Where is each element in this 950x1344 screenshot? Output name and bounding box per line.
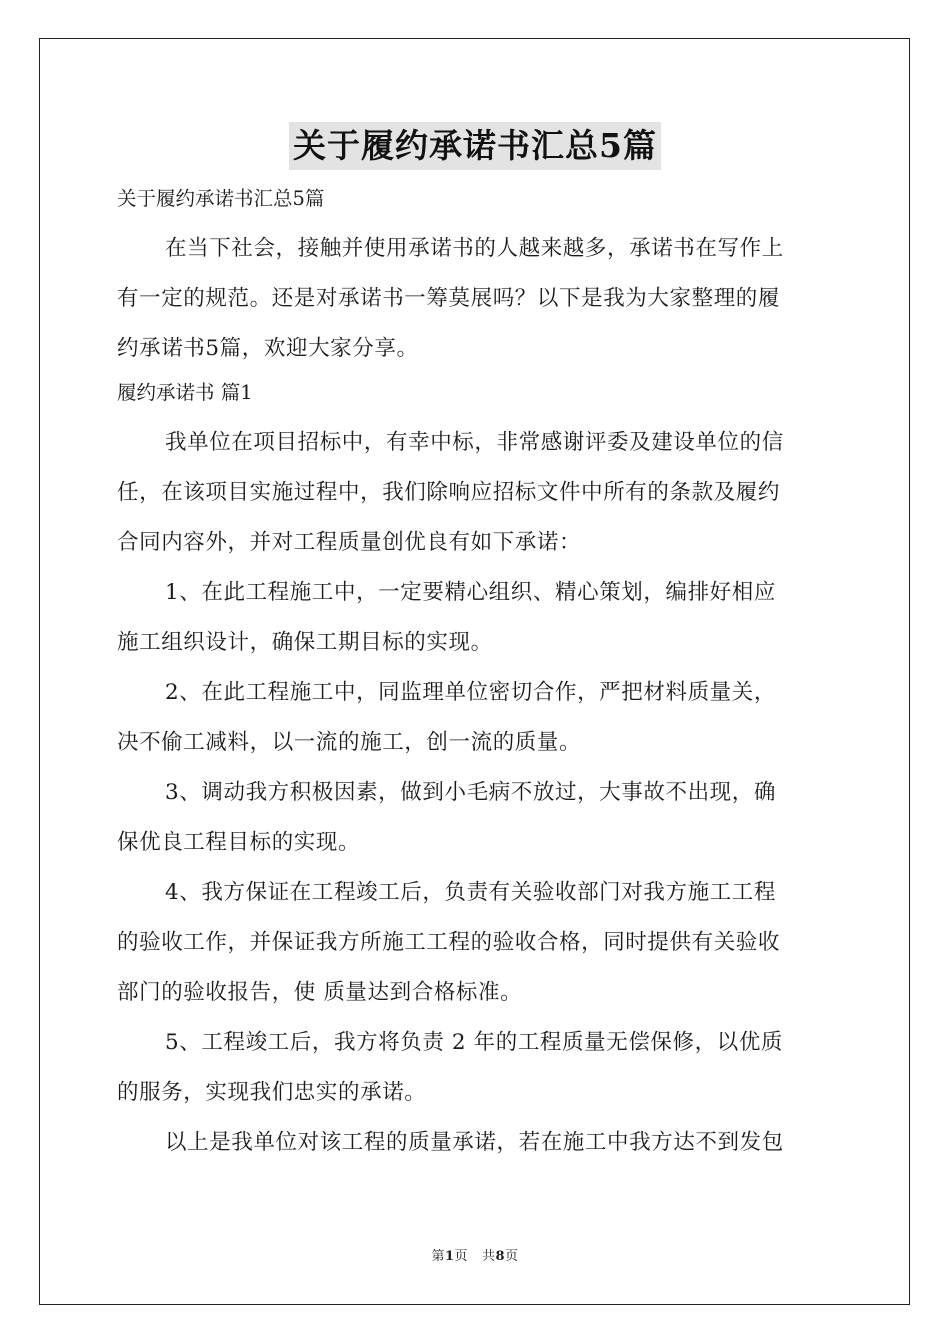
page-footer: [0, 1245, 950, 1264]
total-prefix: 共: [481, 1249, 496, 1264]
paragraph-closing: [117, 1118, 833, 1168]
text-line: 1、在此工程施工中，一定要精心组织、精心策划，编排好相应: [165, 580, 776, 605]
paragraph-item-2: [117, 668, 833, 768]
text-line: 我单位在项目招标中，有幸中标，非常感谢评委及建设单位的信: [165, 430, 784, 455]
paragraph-item-5: [117, 1018, 833, 1118]
text-line: 合同内容外，并对工程质量创优良有如下承诺：: [117, 530, 582, 555]
text-line: 约承诺书5篇，欢迎大家分享。: [117, 336, 419, 361]
section-heading: 履约承诺书 篇1: [117, 381, 253, 404]
title-area: [0, 122, 950, 170]
text-line: 有一定的规范。还是对承诺书一筹莫展吗？以下是我为大家整理的履: [117, 286, 781, 311]
text-line: 5、工程竣工后，我方将负责 2 年的工程质量无偿保修，以优质: [165, 1030, 784, 1055]
text-line: 保优良工程目标的实现。: [117, 830, 361, 855]
paragraph-item-4: [117, 868, 833, 1018]
text-line: 决不偷工减料，以一流的施工，创一流的质量。: [117, 730, 582, 755]
text-line: 任，在该项目实施过程中，我们除响应招标文件中所有的条款及履约: [117, 480, 781, 505]
text-line: 在当下社会，接触并使用承诺书的人越来越多，承诺书在写作上: [165, 236, 784, 261]
document-subtitle: 关于履约承诺书汇总5篇: [117, 187, 325, 210]
text-line: 3、调动我方积极因素，做到小毛病不放过，大事故不出现，确: [165, 780, 776, 805]
document-title: 关于履约承诺书汇总5篇: [289, 122, 661, 170]
intro-paragraph: [117, 224, 833, 374]
paragraph-pledge-intro: [117, 418, 833, 568]
text-line: 的服务，实现我们忠实的承诺。: [117, 1080, 427, 1105]
paragraph-item-3: [117, 768, 833, 868]
text-line: 2、在此工程施工中，同监理单位密切合作，严把材料质量关，: [165, 680, 776, 705]
text-line: 的验收工作，并保证我方所施工工程的验收合格，同时提供有关验收: [117, 930, 781, 955]
page-prefix: 第: [431, 1249, 445, 1264]
total-pages: 8: [495, 1249, 506, 1264]
text-line: 以上是我单位对该工程的质量承诺，若在施工中我方达不到发包: [165, 1130, 784, 1155]
text-line: 部门的验收报告，使 质量达到合格标准。: [117, 980, 523, 1005]
document-body: [117, 180, 833, 1168]
total-suffix: 页: [505, 1249, 519, 1264]
text-line: 施工组织设计，确保工期目标的实现。: [117, 630, 493, 655]
text-line: 4、我方保证在工程竣工后，负责有关验收部门对我方施工工程: [165, 880, 776, 905]
paragraph-item-1: [117, 568, 833, 668]
page-number: 1: [444, 1249, 455, 1264]
page-suffix: 页: [454, 1249, 469, 1264]
